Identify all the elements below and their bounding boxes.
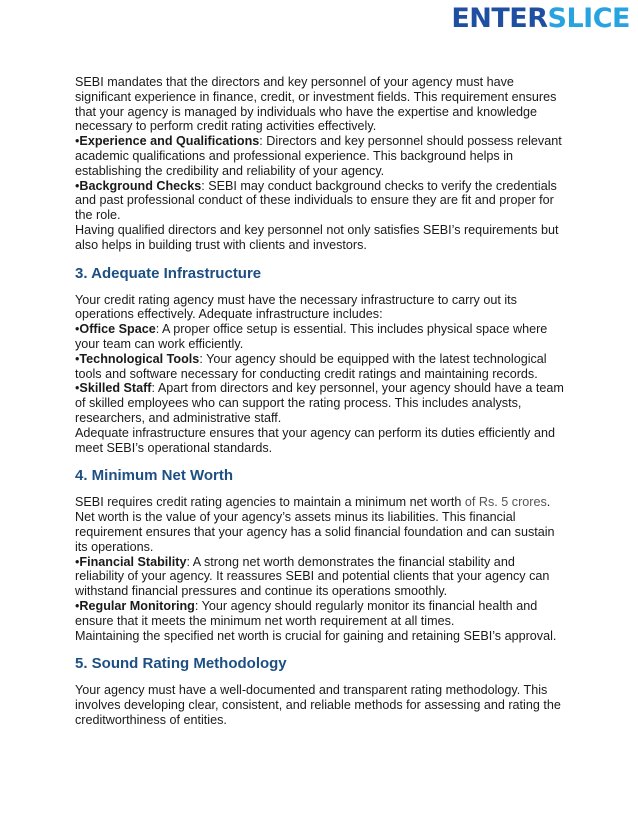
methodology-intro: Your agency must have a well-documented and transparent rating methodology. This involves developing clear, consistent, and reliable methods for assessing and rating the creditworthiness of entities.: [75, 683, 561, 727]
bullet-marker: •: [75, 351, 80, 366]
net-worth-closing: Maintaining the specified net worth is crucial for gaining and retaining SEBI’s approval.: [75, 628, 557, 643]
bullet-title: Financial Stability: [79, 554, 187, 569]
bullet-text: : Your agency should regularly monitor its financial health and ensure that it meets the minimum net worth requirement at all times.: [75, 598, 538, 628]
enterslice-logo: [451, 4, 630, 34]
bullet-skilled-staff: [75, 381, 565, 425]
bullet-text: : Apart from directors and key personnel, your agency should have a team of skilled employees who can support the rating process. This includes analysts, researchers, and administrative staff.: [75, 381, 564, 425]
logo-enter: ENTER: [451, 3, 548, 34]
bullet-marker: •: [75, 134, 80, 149]
intro-closing: Having qualified directors and key personnel not only satisfies SEBI’s requirements but also helps in building trust with clients and investors.: [75, 222, 559, 252]
bullet-financial-stability: [75, 555, 565, 599]
section-heading-infrastructure: 3. Adequate Infrastructure: [75, 264, 262, 282]
net-worth-intro: [75, 495, 565, 554]
bullet-experience: [75, 134, 565, 178]
bullet-marker: •: [75, 598, 80, 613]
bullet-technological-tools: [75, 352, 565, 382]
infrastructure-intro: Your credit rating agency must have the necessary infrastructure to carry out its operations effectively. Adequate infrastructure includes:: [75, 292, 517, 322]
bullet-marker: •: [75, 178, 80, 193]
bullet-marker: •: [75, 322, 80, 337]
document-body: [75, 75, 565, 728]
bullet-title: Regular Monitoring: [79, 598, 195, 613]
bullet-text: : Directors and key personnel should possess relevant academic qualifications and professional experience. This background helps in establishing the credibility and reliability of your agency.: [75, 134, 562, 178]
bullet-title: Technological Tools: [79, 351, 200, 366]
bullet-title: Experience and Qualifications: [79, 134, 260, 149]
bullet-text: : SEBI may conduct background checks to verify the credentials and past professional conduct of these individuals to ensure they are fit and proper for the role.: [75, 178, 557, 223]
bullet-text: : A strong net worth demonstrates the financial stability and reliability of your agency. It reassures SEBI and potential clients that your agency can withstand financial pressures and continue its operations smoothly.: [75, 554, 550, 599]
intro-paragraph: SEBI mandates that the directors and key personnel of your agency must have significant experience in finance, credit, or investment fields. This requirement ensures that your agency is managed by individuals who have the expertise and knowledge necessary to perform credit rating activities effectively.: [75, 75, 557, 134]
bullet-office-space: [75, 322, 565, 352]
bullet-title: Background Checks: [79, 178, 202, 193]
bullet-text: : A proper office setup is essential. This includes physical space where your team can work efficiently.: [75, 322, 548, 351]
section-heading-rating-methodology: 5. Sound Rating Methodology: [75, 655, 287, 673]
infrastructure-closing: Adequate infrastructure ensures that your agency can perform its duties efficiently and meet SEBI’s operational standards.: [75, 425, 555, 455]
bullet-text: : Your agency should be equipped with the latest technological tools and software necessary for conducting credit ratings and maintaining records.: [75, 351, 547, 381]
net-worth-text-start: SEBI requires credit rating agencies to maintain a minimum net worth: [75, 495, 465, 510]
bullet-regular-monitoring: [75, 599, 565, 629]
bullet-background-checks: [75, 179, 565, 223]
bullet-title: Office Space: [79, 322, 156, 337]
bullet-title: Skilled Staff: [79, 381, 152, 396]
bullet-marker: •: [75, 381, 80, 396]
logo-slice: SLICE: [547, 3, 630, 34]
net-worth-text-end: . Net worth is the value of your agency’s assets minus its liabilities. This financial requirement ensures that your agency has a solid financial foundation and can sustain its operations.: [75, 495, 555, 554]
net-worth-figure: of Rs. 5 crores: [464, 495, 547, 510]
section-heading-net-worth: 4. Minimum Net Worth: [75, 467, 234, 485]
bullet-marker: •: [75, 554, 80, 569]
